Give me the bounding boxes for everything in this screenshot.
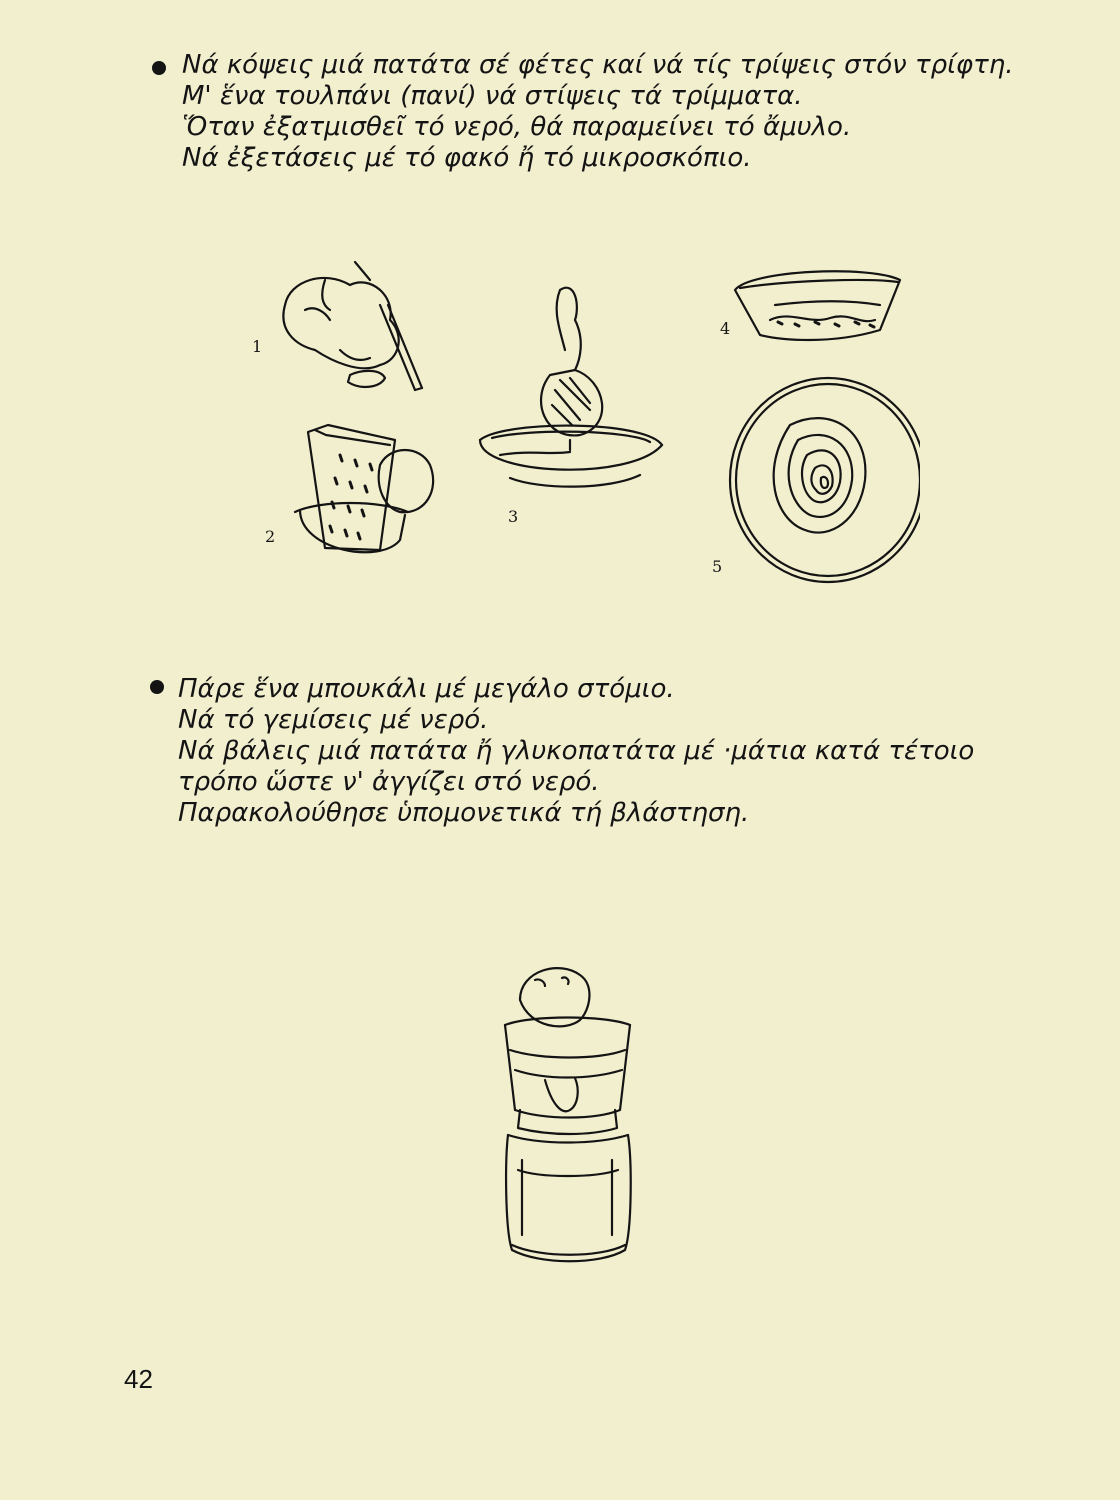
starch-extraction-illustration — [230, 250, 920, 610]
instruction-line: Νά κόψεις μιά πατάτα σέ φέτες καί νά τίς τρίψεις στόν τρίφτη. — [182, 50, 1014, 80]
bullet-point — [152, 61, 166, 75]
instruction-line: Νά βάλεις μιά πατάτα ἤ γλυκοπατάτα μέ ·μάτια κατά τέτοιο — [178, 736, 975, 766]
figure-label: 5 — [712, 557, 723, 576]
instruction-line: Ὅταν ἐξατμισθεῖ τό νερό, θά παραμείνει τό ἄμυλο. — [182, 112, 852, 142]
instruction-line: Νά τό γεμίσεις μέ νερό. — [178, 705, 489, 735]
figure-label: 3 — [508, 507, 519, 526]
figure-label: 1 — [252, 337, 263, 356]
instruction-line: τρόπο ὥστε ν' ἀγγίζει στό νερό. — [178, 767, 600, 797]
hand-cutting-potato-drawing — [283, 262, 422, 390]
figure-label: 2 — [265, 527, 276, 546]
instructions-starch — [182, 50, 1013, 174]
starch-granule-lens-drawing — [730, 378, 920, 582]
starch-dish-drawing — [735, 271, 900, 340]
instruction-line: Μ' ἕνα τουλπάνι (πανί) νά στίψεις τά τρίμματα. — [182, 81, 803, 111]
instruction-line: Παρακολούθησε ὑπομονετικά τή βλάστηση. — [178, 798, 750, 828]
instruction-line: Νά ἐξετάσεις μέ τό φακό ἤ τό μικροσκόπιο. — [182, 143, 752, 173]
squeezing-cloth-drawing — [480, 288, 662, 487]
potato-jar-illustration — [490, 960, 650, 1270]
instruction-line: Πάρε ἕνα μπουκάλι μέ μεγάλο στόμιο. — [178, 674, 675, 704]
figure-label: 4 — [720, 319, 731, 338]
page-number: 42 — [124, 1364, 153, 1394]
grater-bowl-drawing — [295, 425, 433, 552]
instructions-sprouting — [178, 674, 974, 829]
bullet-point — [150, 680, 164, 694]
